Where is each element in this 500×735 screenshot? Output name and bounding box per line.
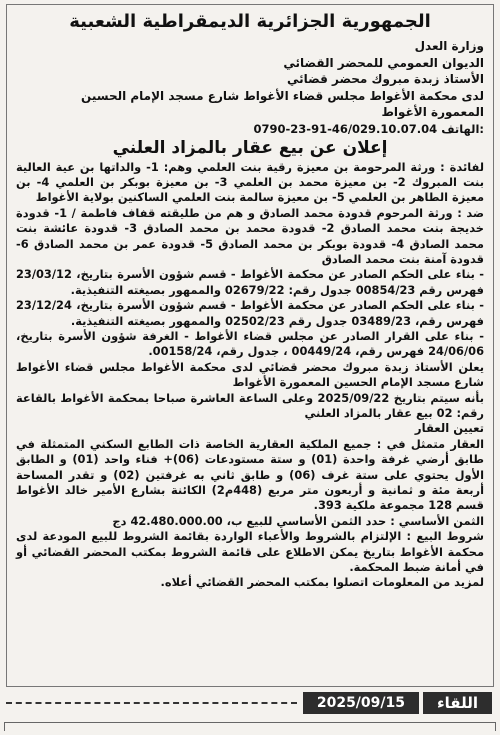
judgment-1-paragraph: - بناء على الحكم الصادر عن محكمة الأغواط - قسم شؤون الأسرة بتاريخ، 23/03/12 فهرس رقم 00854/23 جدول رقم: 02679/22 والممهور بصيغته التنفيذية. <box>16 267 484 297</box>
sale-conditions: شروط البيع : الإلتزام بالشروط والأعباء الواردة بقائمة الشروط للبيع المودعة لدى محكمة الأغواط بتاريخ يمكن الاطلاع على قائمة الشروط بمكتب المحضر القضائي أو في أمانة ضبط المحكمة. <box>16 529 484 575</box>
bailiff-line: الأستاذ زبدة مبروك محضر قضائي <box>286 72 484 86</box>
phone-line <box>16 121 484 137</box>
defendants-paragraph: ضد : ورثة المرحوم قدودة محمد الصادق و هم من طليقته قفاف فاطمة / 1- قدودة خديجة بنت محمد الصادق 2- قدودة محمد بن محمد الصادق 3- قدودة عائشة بنت محمد الصادق 4- قدودة بوبكر بن محمد الصادق 5- قدودة عمر بن محمد الصادق 6- قدودة آمنة بنت محمد الصادق <box>16 205 484 266</box>
sale-date-paragraph: بأنه سيتم بتاريخ 2025/09/22 وعلى الساعة العاشرة صباحا بمحكمة الأغواط بالقاعة رقم: 02 بيع عقار بالمزاد العلني <box>16 390 484 420</box>
newspaper-name: اللقاء <box>423 692 492 714</box>
notice-content <box>10 6 490 591</box>
phone-label: الهاتف: <box>441 121 484 136</box>
ministry-line: وزارة العدل <box>414 39 484 53</box>
next-notice-border <box>4 722 496 731</box>
notice-body <box>16 160 484 591</box>
publication-date: 2025/09/15 <box>303 692 419 714</box>
announcement-paragraph: يعلن الأستاذ زبدة مبروك محضر قضائي لدى محكمة الأغواط مجلس قضاء الأغواط شارع مسجد الإمام الحسين المعمورة الأغواط <box>16 359 484 390</box>
contact-info: لمزيد من المعلومات اتصلوا بمكتب المحضر القضائي أعلاه. <box>160 575 484 590</box>
notice-heading: إعلان عن بيع عقار بالمزاد العلني <box>112 137 388 158</box>
decision-paragraph: - بناء على القرار الصادر عن مجلس قضاء الأغواط - الغرفة شؤون الأسرة بتاريخ، 24/06/06 فهرس رقم، 00449/24 ، جدول رقم، 00158/24. <box>16 328 484 359</box>
beneficiaries-paragraph: لفائدة : ورثة المرحومة بن معيزة رقية بنت العلمي وهم: 1- والداتها بن عية العالية بنت المبروك 2- بن معيزة محمد بن العلمي 3- بن معيزة بوبكر بن العلمي 4- بن معيزة الطاهر بن العلمي 5- بن معيزة سالمة بنت العلمي الساكنين بولاية الأغواط <box>16 159 484 205</box>
newspaper-footer <box>0 691 500 715</box>
property-heading: تعيين العقار <box>414 421 484 436</box>
address-line: لدى محكمة الأغواط مجلس قضاء الأغواط شارع مسجد الإمام الحسين <box>81 88 484 103</box>
notice-header <box>16 38 484 121</box>
property-description: العقار متمثل في : جميع الملكية العقارية الخاصة ذات الطابع السكني المتمثلة في طابق أرضي غرفة واحدة (01) و ستة مستودعات (06)+ فناء واحد (01) و الطابق الأول يحتوي على ستة غرف (06) و طابق ثاني به غرفتين (02) و تقدر المساحة أربعة مئة و ثمانية و أربعون متر مربع (448م2) الكائنة بشارع الأمير خالد الأغواط قسم 128 مجموعة ملكية 393. <box>16 436 484 513</box>
base-price: الثمن الأساسي : حدد الثمن الأساسي للبيع ب، 42.480.000.00 دج <box>112 513 484 528</box>
footer-divider <box>6 702 297 704</box>
page-title: الجمهورية الجزائرية الديمقراطية الشعبية <box>69 11 431 32</box>
city-line: المعمورة الأغواط <box>381 105 484 119</box>
phone-number: 0790-23-91-46/029.10.07.04 <box>253 121 438 136</box>
judgment-2-paragraph: - بناء على الحكم الصادر عن محكمة الأغواط - قسم شؤون الأسرة بتاريخ، 23/12/24 فهرس رقم، 03489/23 جدول رقم 02502/23 والممهور بصيغته التنفيذية. <box>16 298 484 328</box>
office-line: الديوان العمومي للمحضر القضائي <box>283 55 484 70</box>
